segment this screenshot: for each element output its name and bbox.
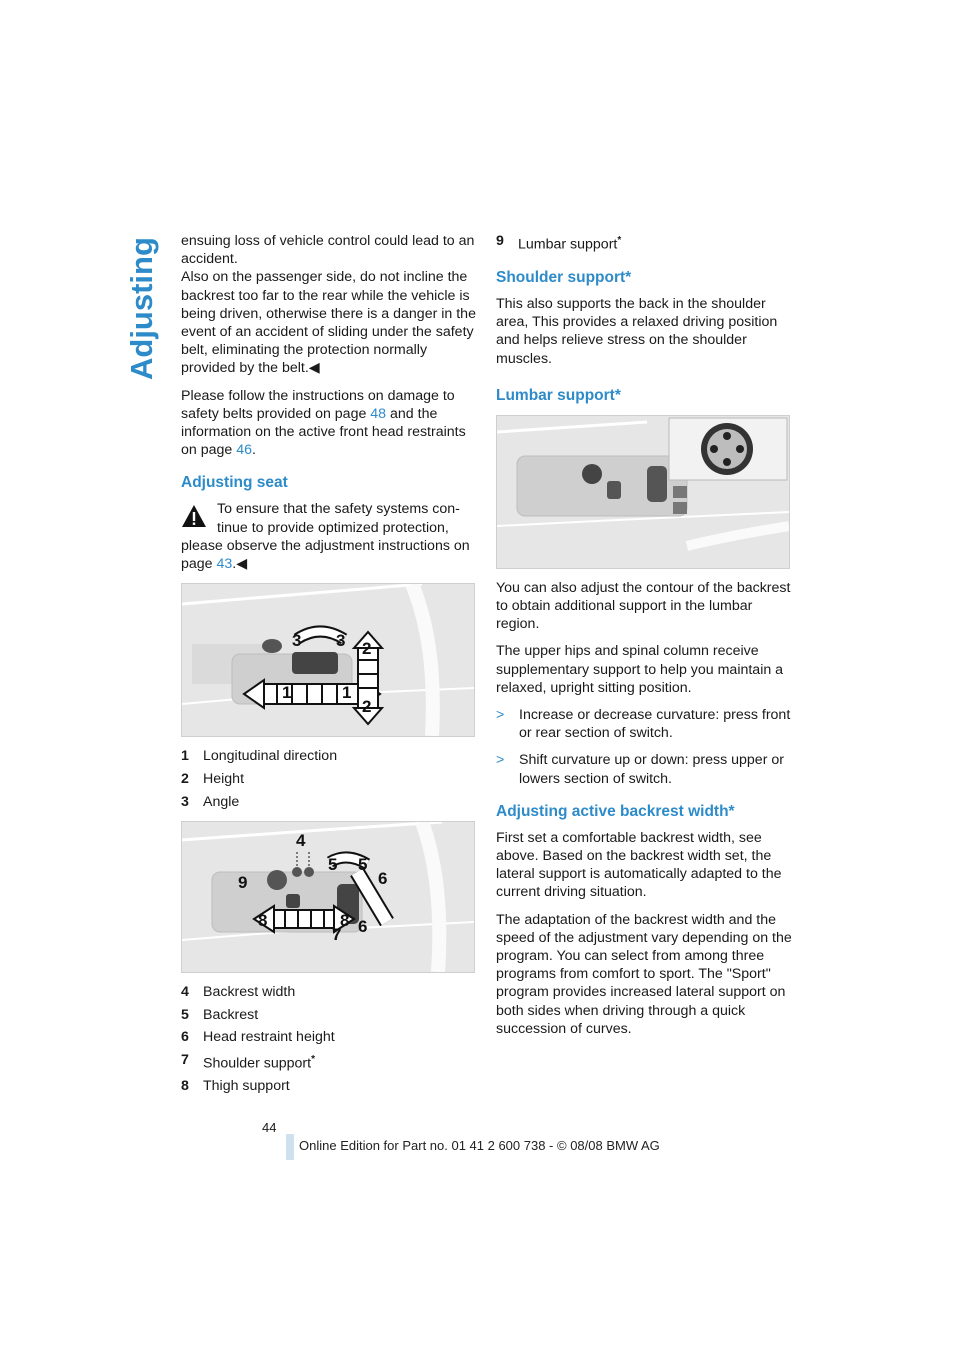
heading-adjusting-seat: Adjusting seat: [181, 474, 288, 492]
legend-item: [181, 1051, 477, 1073]
lumbar-paragraph-1: You can also adjust the contour of the backrest to obtain additional support in the lumbar region.: [496, 579, 791, 633]
legend-text: [203, 1051, 315, 1073]
legend-item: [181, 770, 477, 788]
legend-item: [181, 1028, 477, 1046]
list-item: [496, 706, 792, 742]
legend-text: Longitudinal direction: [203, 748, 338, 765]
legend-text: [518, 232, 621, 254]
shoulder-paragraph: This also supports the back in the shoulder area, This provides a relaxed driving position and helps relieve stress on the shoulder muscles.: [496, 295, 778, 367]
warning-line-2: tinue to provide optimized protection,: [217, 519, 449, 536]
lumbar-bullet-list: [496, 706, 792, 788]
bullet-text: Increase or decrease curvature: press front or rear section of switch.: [519, 706, 791, 742]
legend-item: [181, 983, 477, 1001]
legend-num: 3: [181, 793, 189, 810]
heading-shoulder-support: Shoulder support*: [496, 268, 632, 286]
footer-edition-text: Online Edition for Part no. 01 41 2 600 738 - © 08/08 BMW AG: [299, 1138, 660, 1153]
legend-num: 7: [181, 1051, 189, 1068]
legend-label: Backrest width: [203, 983, 296, 1000]
lumbar-paragraph-2: The upper hips and spinal column receive supplementary support to help you maintain a relaxed, upright sitting position.: [496, 643, 784, 696]
intro-line-1: ensuing loss of vehicle control could lead to an accident.: [181, 233, 475, 268]
heading-lumbar-support: Lumbar support*: [496, 386, 621, 404]
warning-line-1: To ensure that the safety systems con-: [217, 501, 460, 518]
legend-item: [181, 747, 477, 765]
fig1-label-1a: 1: [282, 683, 292, 703]
section-title-vertical: [112, 230, 172, 390]
list-item: [496, 751, 792, 787]
lumbar-switch-illustration: [497, 416, 789, 568]
page-link-43[interactable]: 43: [216, 556, 233, 573]
safety-text-2: and the information on the active front head restraints on page: [181, 405, 466, 459]
page-number: 44: [262, 1120, 277, 1135]
footer-accent-bar: [286, 1134, 294, 1160]
fig2-label-5a: 5: [328, 854, 338, 874]
section-title-svg: [112, 230, 172, 390]
fig2-label-5b: 5: [358, 854, 368, 874]
safety-text-1: Please follow the instructions on damage to safety belts provided on page: [181, 387, 455, 422]
heading-active-backrest-width: Adjusting active backrest width*: [496, 802, 735, 820]
legend-item: [181, 1077, 477, 1095]
left-column: [181, 232, 477, 1100]
legend-num: 5: [181, 1006, 189, 1023]
fig2-label-9: 9: [238, 872, 248, 892]
option-star-icon: *: [311, 1053, 315, 1065]
fig1-label-1b: 1: [342, 683, 352, 703]
fig2-label-6a: 6: [378, 868, 388, 888]
legend-text: [203, 1006, 258, 1024]
legend-text: [203, 1028, 335, 1046]
warning-rest-text: please observe the adjustment instructions on page: [181, 537, 470, 573]
legend-label: Head restraint height: [203, 1029, 335, 1046]
bullet-arrow-icon: >: [496, 752, 505, 769]
option-star-icon: *: [617, 235, 622, 246]
safety-text-3: .: [252, 442, 256, 459]
backrest-switch-figure: [181, 821, 475, 973]
legend-text: [203, 1077, 290, 1095]
legend-text: Height: [203, 770, 245, 787]
fig2-label-7: 7: [332, 924, 342, 944]
legend-item: [181, 1006, 477, 1024]
warning-block: [181, 500, 477, 573]
intro-paragraph: [181, 232, 477, 378]
intro-line-2: Also on the passenger side, do not incline the backrest too far to the rear while the vehicle is being driven, otherwise there is a danger in the event of an accident of sliding under the safety belt, eliminating the protection normally provided by the belt.: [181, 269, 476, 377]
warning-end: .◀: [232, 556, 248, 573]
bullet-text: Shift curvature up or down: press upper or lowers section of switch.: [519, 752, 784, 787]
fig2-label-4: 4: [296, 830, 306, 850]
legend-num: 6: [181, 1029, 189, 1046]
legend-num: 1: [181, 748, 189, 765]
legend-label: Shoulder support: [203, 1055, 312, 1072]
fig1-label-2a: 2: [362, 639, 372, 659]
fig1-label-3a: 3: [292, 631, 302, 651]
legend-seat: [181, 747, 477, 811]
legend-num: 8: [181, 1078, 189, 1095]
page-link-46[interactable]: 46: [236, 442, 253, 459]
right-column: [496, 232, 792, 1047]
legend-item: [181, 793, 477, 811]
backrest-switch-illustration: [182, 822, 474, 972]
legend-text: Angle: [203, 793, 240, 810]
active-paragraph-2: The adaptation of the backrest width and the speed of the adjustment vary depending on the program. You can select from among three programs from comfort to sport. The "Sport" program provides increased lateral support on both sides when driving through a quick succession of curves.: [496, 911, 792, 1037]
legend-label: Thigh support: [203, 1078, 290, 1095]
active-paragraph-1: First set a comfortable backrest width, see above. Based on the backrest width set, the lateral support is automatically adapted to the current driving situation.: [496, 829, 782, 901]
legend-label: Lumbar support: [518, 236, 618, 253]
warning-triangle-icon: [181, 504, 207, 528]
seat-switch-illustration: [182, 584, 474, 736]
legend-label: Backrest: [203, 1006, 259, 1023]
fig2-label-6b: 6: [358, 916, 368, 936]
end-mark: ◀: [308, 360, 320, 377]
legend-num: 2: [181, 770, 189, 787]
page-link-48[interactable]: 48: [370, 405, 387, 422]
legend-backrest: [181, 983, 477, 1096]
section-title-text: Adjusting: [124, 237, 159, 380]
fig1-label-3b: 3: [336, 631, 346, 651]
fig2-label-8b: 8: [340, 910, 350, 930]
warning-rest: [181, 537, 477, 573]
seat-switch-figure: [181, 583, 475, 737]
fig1-label-2b: 2: [362, 697, 372, 717]
legend-num: 4: [181, 983, 189, 1000]
legend-text: [203, 983, 295, 1001]
lumbar-switch-figure: [496, 415, 790, 569]
legend-num: 9: [496, 233, 504, 249]
fig2-label-8a: 8: [258, 910, 268, 930]
bullet-arrow-icon: >: [496, 706, 505, 723]
legend-item-9: [496, 232, 792, 254]
safety-paragraph: [181, 387, 477, 460]
